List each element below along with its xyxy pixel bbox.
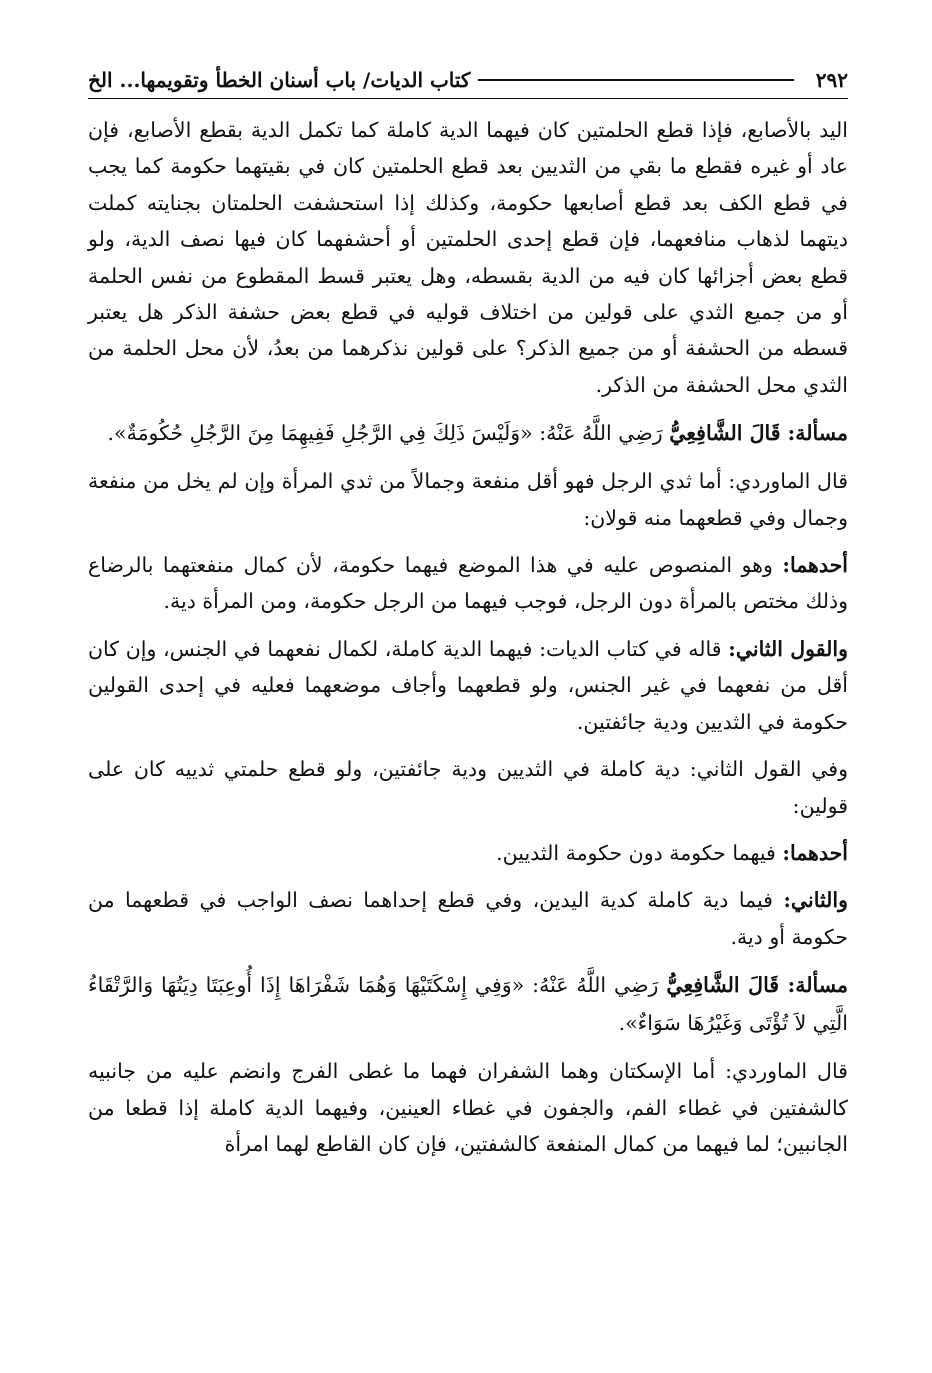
paragraph-text: وفي القول الثاني: دية كاملة في الثديين ودية جائفتين، ولو قطع حلمتي ثدييه كان على قولين: [88, 757, 848, 818]
paragraph-text: قال الماوردي: أما الإسكتان وهما الشفران فهما ما غطى الفرج وانضم عليه من جانبيه كالشفتين في غطاء الفم، والجفون في غطاء العينين، وفيهما الدية كاملة إذا قطعا من الجانبين؛ لما فيهما من كمال المنفعة كالشفتين، فإن كان القاطع لهما امرأة [88, 1059, 848, 1156]
paragraph-label: أحدهما: [782, 840, 848, 865]
page-number: ٢٩٢ [815, 68, 848, 92]
page-body [88, 112, 848, 1162]
issue-quote: رَضِي اللَّهُ عَنْهُ: «وَلَيْسَ ذَلِكَ فِي الرَّجُلِ فَفِيهِمَا مِنَ الرَّجُلِ حُكُومَةٌ». [107, 421, 663, 446]
issue-label: مسألة: قَالَ الشَّافِعِيُّ [669, 421, 848, 446]
paragraph [88, 547, 848, 620]
paragraph [88, 835, 848, 871]
paragraph [88, 751, 848, 824]
issue-paragraph [88, 414, 848, 452]
paragraph-text: قال الماوردي: أما ثدي الرجل فهو أقل منفعة وجمالاً من ثدي المرأة وإن لم يخل من منفعة وجمال وفي قطعهما منه قولان: [88, 469, 848, 530]
paragraph-label: والثاني: [783, 888, 848, 913]
paragraph-text: وهو المنصوص عليه في هذا الموضع فيهما حكومة، لأن كمال منفعتهما بالرضاع وذلك مختص بالمرأة دون الرجل، فوجب فيهما من الرجل حكومة، ومن المرأة دية. [88, 553, 848, 614]
paragraph-text: فيهما حكومة دون حكومة الثديين. [496, 840, 776, 865]
paragraph-text: اليد بالأصابع، فإذا قطع الحلمتين كان فيهما الدية كاملة كما تكمل الدية بقطع الأصابع، فإن عاد أو غيره فقطع ما بقي من الثديين بعد قطع الحلمتين كان في بقيتهما حكومة كما يجب في قطع الكف بعد قطع أصابعها حكومة، وكذلك إذا استحشفت الحلمتان بجنايته كملت ديتهما لذهاب منافعهما، فإن قطع إحدى الحلمتين أو أحشفهما كان فيها نصف الدية، ولو قطع بعض أجزائها كان فيه من الدية بقسطه، وهل يعتبر قسط المقطوع من نفس الحلمة أو من جميع الثدي على قولين من اختلاف قوليه في قطع بعض حشفة الذكر هل يعتبر قسطه من الحشفة أو من جميع الذكر؟ على قولين نذكرهما من بعدُ، لأن محل الحلمة من الثدي محل الحشفة من الذكر. [88, 118, 848, 397]
paragraph [88, 463, 848, 536]
issue-quote: رَضِي اللَّهُ عَنْهُ: «وَفِي إِسْكَتَيْهَا وَهُمَا شَفْرَاهَا إِذَا أُوعِبَتَا دِيَتُهَا وَالرَّتْقَاءُ الَّتِي لاَ تُؤْتَى وَغَيْرُهَا سَوَاءٌ». [88, 973, 848, 1036]
paragraph [88, 1053, 848, 1162]
paragraph [88, 112, 848, 403]
paragraph-text: فيما دية كاملة كدية اليدين، وفي قطع إحداهما نصف الواجب في قطعهما من حكومة أو دية. [88, 888, 848, 949]
chapter-title: كتاب الديات/ باب أسنان الخطأ وتقويمها... الخ [88, 68, 471, 92]
header-underline [88, 98, 848, 99]
document-page [88, 60, 848, 1360]
paragraph-label: والقول الثاني: [728, 636, 848, 661]
paragraph [88, 882, 848, 955]
running-header [88, 60, 848, 100]
paragraph-label: أحدهما: [782, 553, 848, 578]
paragraph-text: قاله في كتاب الديات: فيهما الدية كاملة، لكمال نفعهما في الجنس، وإن كان أقل من نفعهما في غير الجنس، ولو قطعهما وأجاف موضعهما فعليه في إحدى القولين حكومة في الثديين ودية جائفتين. [88, 636, 848, 734]
header-rule [478, 79, 793, 81]
paragraph [88, 631, 848, 740]
issue-label: مسألة: قَالَ الشَّافِعِيُّ [666, 973, 848, 998]
issue-paragraph [88, 966, 848, 1042]
